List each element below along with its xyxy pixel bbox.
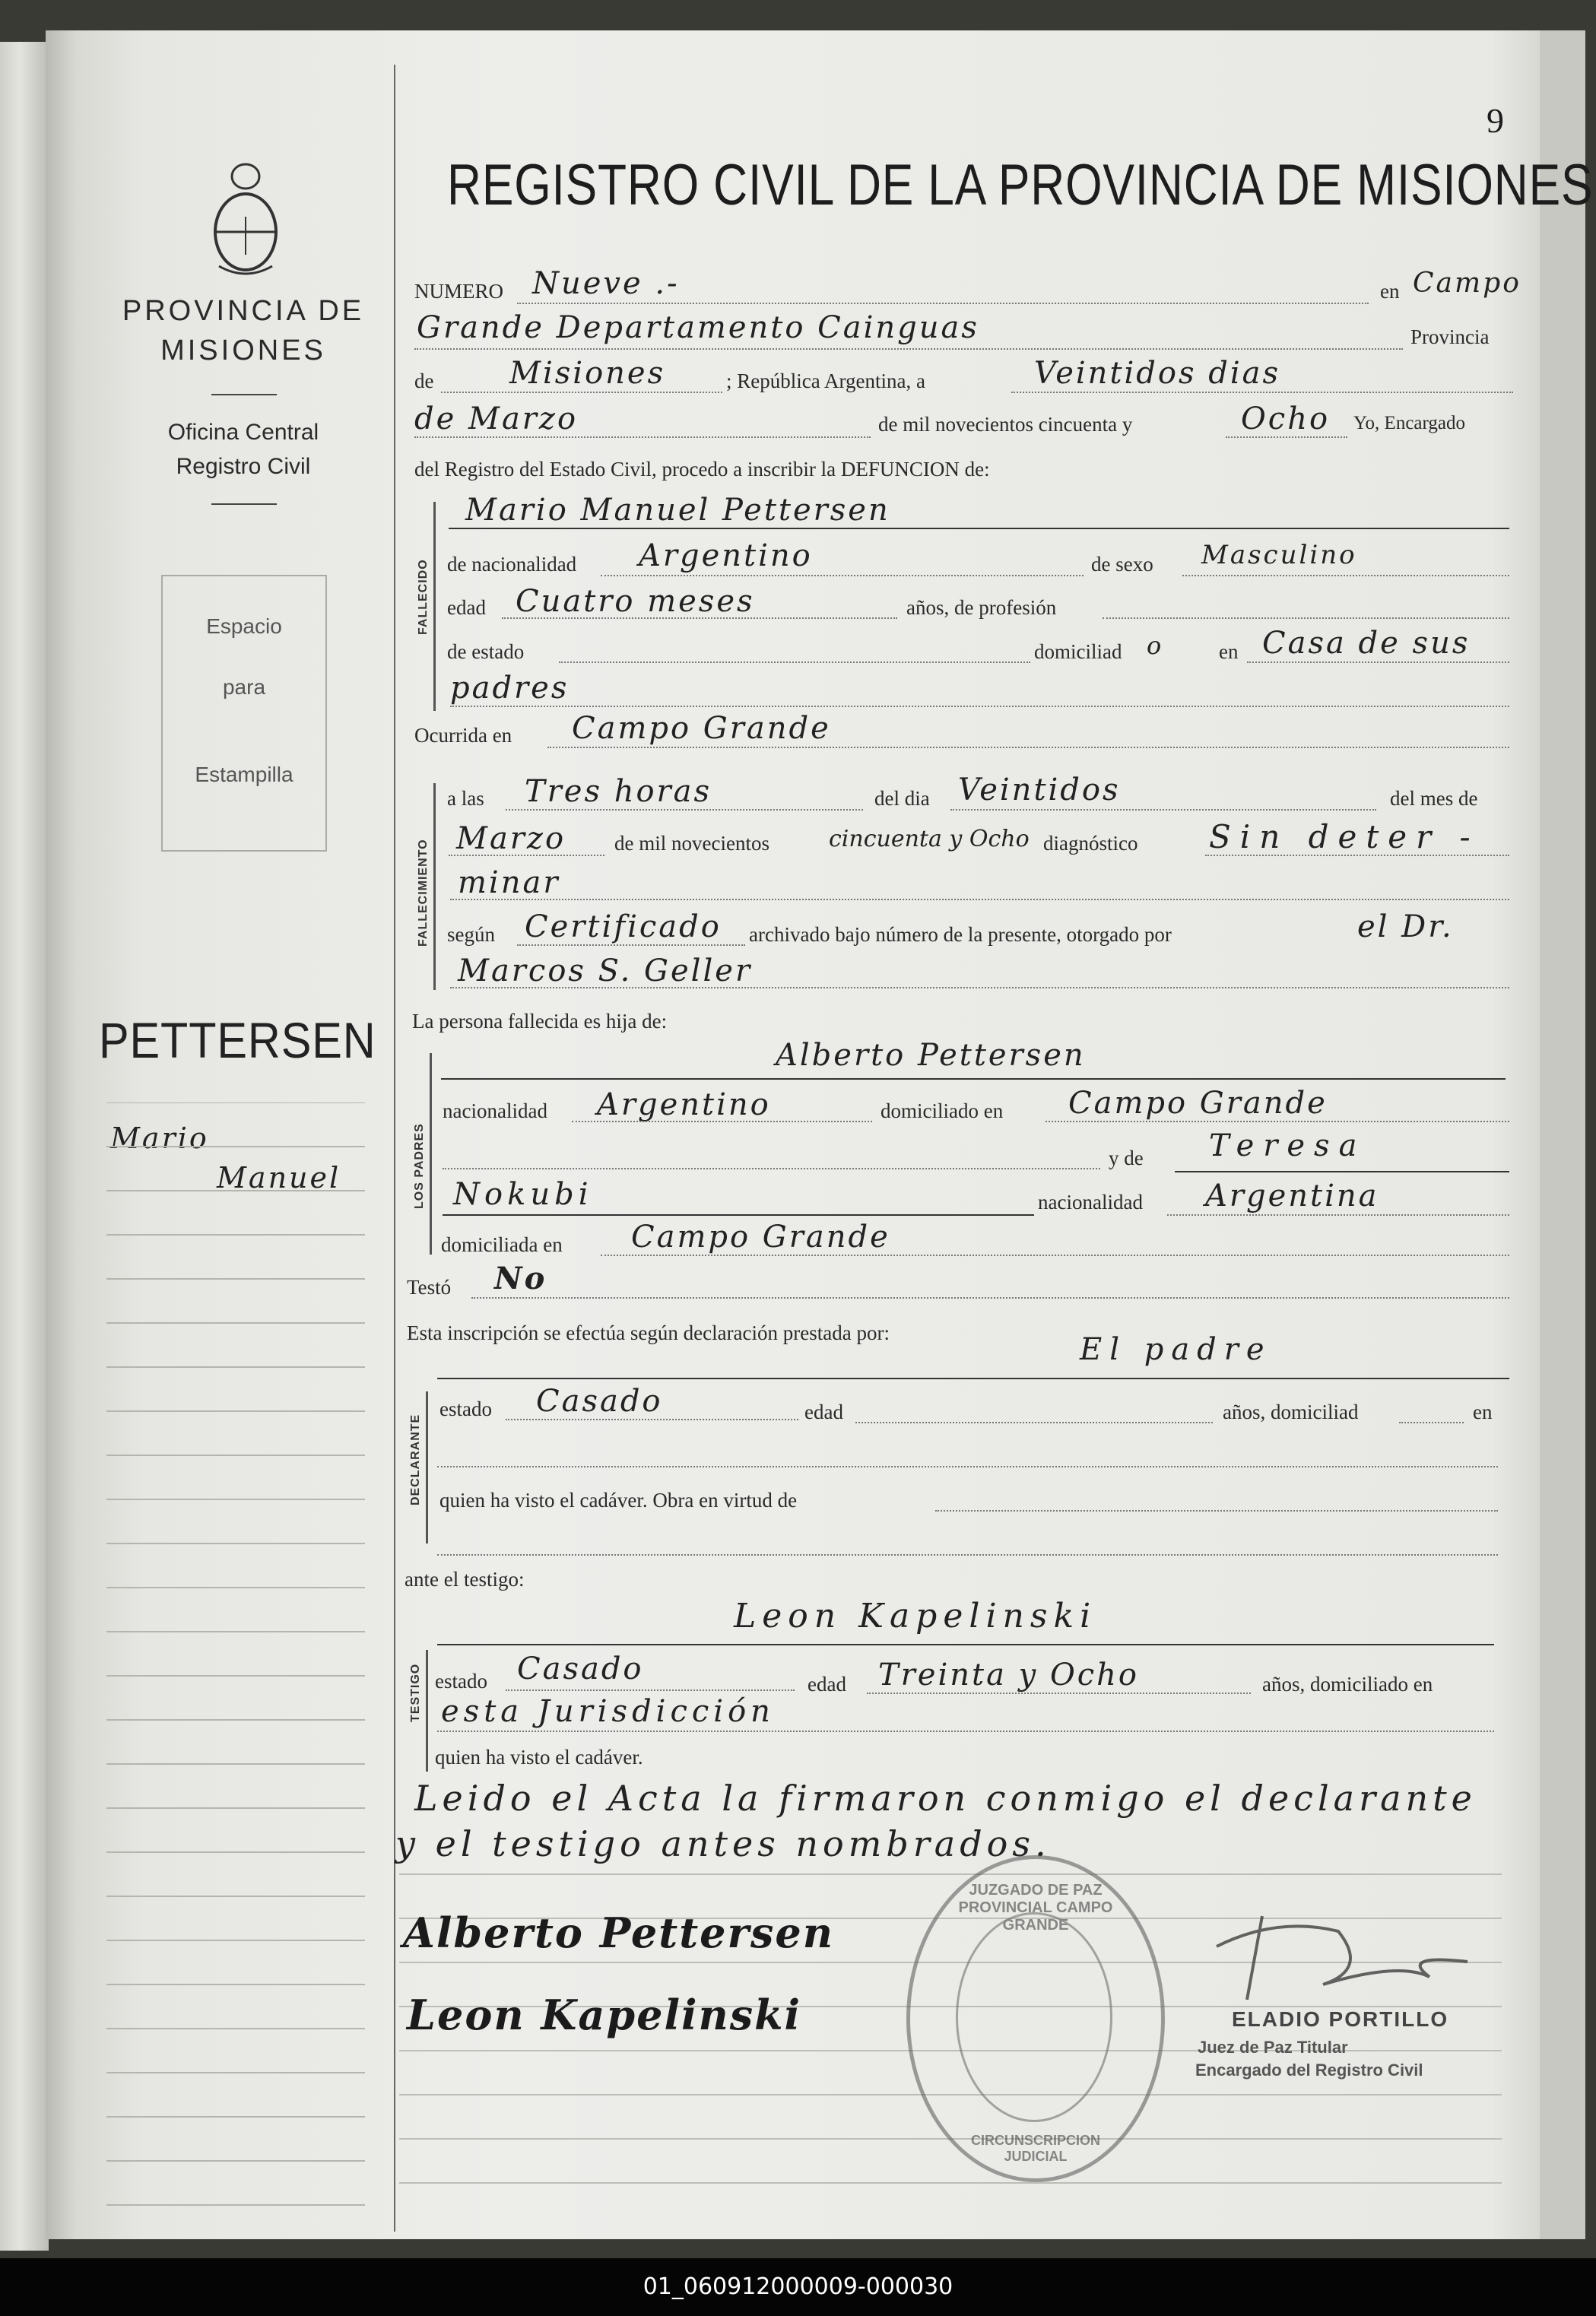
label-quien-cadaver: quien ha visto el cadáver.: [435, 1746, 643, 1769]
value-ano-fallec: cincuenta y Ocho: [829, 826, 1030, 852]
value-padre-dom: Campo Grande: [1068, 1086, 1328, 1121]
label-de-sexo: de sexo: [1091, 553, 1153, 576]
label-nacionalidad-padre: nacionalidad: [443, 1099, 547, 1122]
value-diagnostico: Sin deter -: [1209, 818, 1480, 855]
section-bar: [430, 1053, 432, 1255]
section-fallecido: FALLECIDO: [417, 559, 430, 635]
fill-line: [450, 706, 1509, 707]
signature-declarante: Alberto Pettersen: [403, 1908, 834, 1957]
page-right-edge: [1540, 30, 1585, 2239]
section-los-padres: LOS PADRES: [413, 1123, 426, 1209]
declarante-line: [437, 1378, 1509, 1379]
form-title: REGISTRO CIVIL DE LA PROVINCIA DE MISIONES: [447, 153, 1594, 217]
apellido-line: [443, 1214, 1034, 1216]
value-ano: Ocho: [1241, 401, 1331, 436]
label-del-dia: del dia: [874, 787, 930, 810]
value-nacionalidad: Argentino: [639, 538, 813, 573]
value-decl-estado: Casado: [536, 1384, 663, 1419]
label-de: de: [414, 370, 434, 392]
fill-line: [559, 661, 1030, 663]
label-edad-test: edad: [808, 1673, 846, 1696]
fill-line: [443, 1168, 1100, 1169]
section-testigo: TESTIGO: [409, 1663, 422, 1722]
label-de-mil: de mil novecientos cincuenta y: [878, 413, 1133, 436]
label-quien-cadaver-obra: quien ha visto el cadáver. Obra en virtud de: [439, 1489, 798, 1512]
label-del-mes-de: del mes de: [1390, 787, 1478, 810]
label-estado-decl: estado: [439, 1398, 492, 1420]
label-archivado: archivado bajo número de la presente, otorgado por: [749, 923, 1172, 946]
fill-line: [1103, 617, 1509, 619]
section-bar: [426, 1650, 428, 1772]
label-ante-testigo: ante el testigo:: [405, 1568, 525, 1591]
fill-line: [1399, 1422, 1464, 1423]
value-test-estado: Casado: [517, 1651, 644, 1686]
value-dia: Veintidos: [958, 773, 1121, 807]
label-domiciliada-en: domiciliada en: [441, 1233, 563, 1256]
margin-ruling: [106, 1102, 373, 2220]
fill-line: [935, 1510, 1498, 1512]
value-mes-fallec: Marzo: [456, 821, 566, 856]
fill-line: [517, 303, 1369, 304]
fill-line: [547, 747, 1509, 748]
coat-of-arms-icon: [204, 160, 287, 281]
value-declarante: El padre: [1080, 1332, 1272, 1367]
fill-line: [1011, 392, 1513, 393]
fill-line: [441, 392, 722, 393]
left-divider: [211, 394, 277, 395]
fill-line: [855, 1422, 1213, 1423]
value-test-edad: Treinta y Ocho: [878, 1658, 1140, 1693]
label-testo: Testó: [407, 1276, 452, 1299]
seal-ring-text: JUZGADO DE PAZ PROVINCIAL CAMPO GRANDE: [958, 1882, 1113, 1934]
fill-line: [572, 1121, 872, 1122]
value-otorgado: el Dr.: [1357, 909, 1454, 944]
label-edad: edad: [447, 596, 486, 619]
label-anos-domiciliad: años, domiciliad: [1223, 1401, 1359, 1423]
value-domicilio: Casa de sus: [1262, 626, 1471, 661]
value-medico: Marcos S. Geller: [458, 953, 753, 988]
label-segun: según: [447, 923, 495, 946]
official-signature-icon: [1171, 1901, 1490, 2015]
fill-line: [506, 1689, 795, 1691]
label-estado-test: estado: [435, 1670, 487, 1693]
stamp-space: [161, 575, 327, 852]
label-de-estado: de estado: [447, 640, 525, 663]
label-en-decl: en: [1473, 1401, 1493, 1423]
fill-line: [1182, 575, 1509, 576]
province-line-1: PROVINCIA DE: [122, 295, 365, 327]
margin-divider: [394, 65, 395, 2232]
section-bar: [433, 502, 436, 711]
label-y-de: y de: [1109, 1147, 1144, 1169]
value-lugar-2: Grande Departamento Cainguas: [417, 310, 979, 345]
margin-given-2: Manuel: [217, 1161, 341, 1194]
value-provincia: Misiones: [509, 356, 666, 391]
stamp-line-3: Estampilla: [195, 763, 293, 786]
stamp-line-2: para: [222, 675, 266, 699]
value-segun: Certificado: [525, 909, 722, 944]
value-madre-apellido: Nokubi: [453, 1177, 593, 1212]
label-republica: ; República Argentina, a: [726, 370, 925, 392]
official-name: ELADIO PORTILLO: [1232, 2007, 1449, 2031]
fill-line: [1167, 1214, 1509, 1216]
testigo-line: [437, 1644, 1494, 1645]
fill-line: [1045, 1121, 1509, 1122]
fill-line: [450, 987, 1509, 988]
fill-line: [471, 1297, 1509, 1299]
value-madre-dom: Campo Grande: [631, 1220, 890, 1255]
label-domiciliado-en: domiciliado en: [880, 1099, 1004, 1122]
value-sexo: Masculino: [1201, 540, 1357, 570]
value-fallecido-nombre: Mario Manuel Pettersen: [465, 493, 890, 528]
previous-page-edge: [0, 42, 49, 2251]
fill-line: [449, 855, 604, 856]
closing-line-1: Leido el Acta la firmaron conmigo el declarante: [414, 1778, 1477, 1819]
value-numero: Nueve .-: [532, 266, 680, 301]
section-bar: [433, 783, 436, 990]
fill-line: [950, 809, 1376, 811]
image-caption: 01_060912000009-000030: [0, 2258, 1596, 2316]
label-anos-profesion: años, de profesión: [906, 596, 1057, 619]
label-en-domicilio: en: [1219, 640, 1239, 663]
fill-line: [502, 617, 897, 619]
fill-line: [450, 899, 1509, 900]
padre-line: [441, 1078, 1506, 1080]
value-domicilio-2: padres: [450, 671, 570, 706]
label-domiciliad: domiciliad: [1034, 640, 1122, 663]
label-inscripcion: Esta inscripción se efectúa según declaración prestada por:: [407, 1321, 890, 1344]
value-madre-nac: Argentina: [1205, 1179, 1379, 1214]
signature-testigo: Leon Kapelinski: [407, 1991, 802, 2039]
value-edad: Cuatro meses: [516, 584, 755, 619]
label-a-las: a las: [447, 787, 484, 810]
value-test-dom: esta Jurisdicción: [441, 1694, 775, 1729]
seal-lower-text: CIRCUNSCRIPCION JUDICIAL: [970, 2133, 1100, 2164]
fill-line: [437, 1466, 1498, 1467]
value-hora: Tres horas: [525, 774, 712, 809]
label-en: en: [1380, 280, 1400, 303]
value-diagnostico-2: minar: [458, 865, 560, 900]
label-de-mil-novecientos: de mil novecientos: [614, 832, 769, 855]
province-line-2: MISIONES: [160, 335, 326, 366]
fill-line: [601, 575, 1084, 576]
office-line-2: Registro Civil: [176, 454, 311, 479]
margin-surname: PETTERSEN: [99, 1012, 376, 1068]
fill-line: [517, 944, 745, 946]
value-padre: Alberto Pettersen: [776, 1038, 1086, 1073]
value-mes: de Marzo: [414, 401, 579, 436]
label-ocurrida-en: Ocurrida en: [414, 724, 512, 747]
page-number: 9: [1487, 101, 1504, 140]
official-title-1: Juez de Paz Titular: [1198, 2038, 1348, 2057]
label-provincia: Provincia: [1410, 325, 1490, 348]
value-testo: No: [494, 1261, 547, 1296]
label-del-registro: del Registro del Estado Civil, procedo a inscribir la DEFUNCION de:: [414, 458, 990, 481]
label-de-nacionalidad: de nacionalidad: [447, 553, 577, 576]
fill-line: [867, 1693, 1251, 1694]
fill-line: [437, 1554, 1498, 1556]
label-edad-decl: edad: [804, 1401, 843, 1423]
label-anos-domiciliado-en: años, domiciliado en: [1262, 1673, 1433, 1696]
label-hija-de: La persona fallecida es hija de:: [412, 1010, 668, 1033]
stamp-line-1: Espacio: [206, 614, 282, 638]
label-diagnostico: diagnóstico: [1043, 832, 1138, 855]
madre-line: [1175, 1171, 1509, 1172]
value-padre-nac: Argentino: [597, 1087, 771, 1122]
fill-line: [414, 436, 871, 438]
label-nacionalidad-madre: nacionalidad: [1038, 1191, 1143, 1214]
office-line-1: Oficina Central: [167, 420, 319, 445]
fill-line: [506, 1419, 798, 1420]
fill-line: [1205, 855, 1509, 856]
value-dia-a: Veintidos dias: [1034, 356, 1281, 391]
fill-line: [437, 1731, 1494, 1732]
value-ocurrida: Campo Grande: [572, 711, 831, 746]
fill-line: [1247, 661, 1509, 663]
seal-inner-ring: [956, 1912, 1112, 2122]
value-domiciliado-suffix: o: [1147, 631, 1164, 660]
name-line: [449, 528, 1509, 529]
label-yo-encargado: Yo, Encargado: [1353, 413, 1465, 433]
section-declarante: DECLARANTE: [409, 1413, 422, 1505]
fill-line: [506, 809, 863, 811]
official-title-2: Encargado del Registro Civil: [1195, 2061, 1423, 2080]
court-seal: [906, 1855, 1165, 2182]
closing-line-2: y el testigo antes nombrados.: [395, 1823, 1051, 1864]
value-testigo: Leon Kapelinski: [734, 1597, 1097, 1635]
section-bar: [426, 1391, 428, 1543]
value-madre: Teresa: [1209, 1128, 1366, 1163]
margin-given-1: Mario: [110, 1122, 209, 1155]
value-en-lugar: Campo: [1413, 268, 1521, 299]
left-divider-2: [211, 503, 277, 505]
fill-line: [414, 348, 1403, 350]
section-fallecimiento: FALLECIMIENTO: [417, 839, 430, 947]
fill-line: [601, 1255, 1509, 1256]
fill-line: [1226, 436, 1347, 438]
label-numero: NUMERO: [414, 280, 504, 303]
